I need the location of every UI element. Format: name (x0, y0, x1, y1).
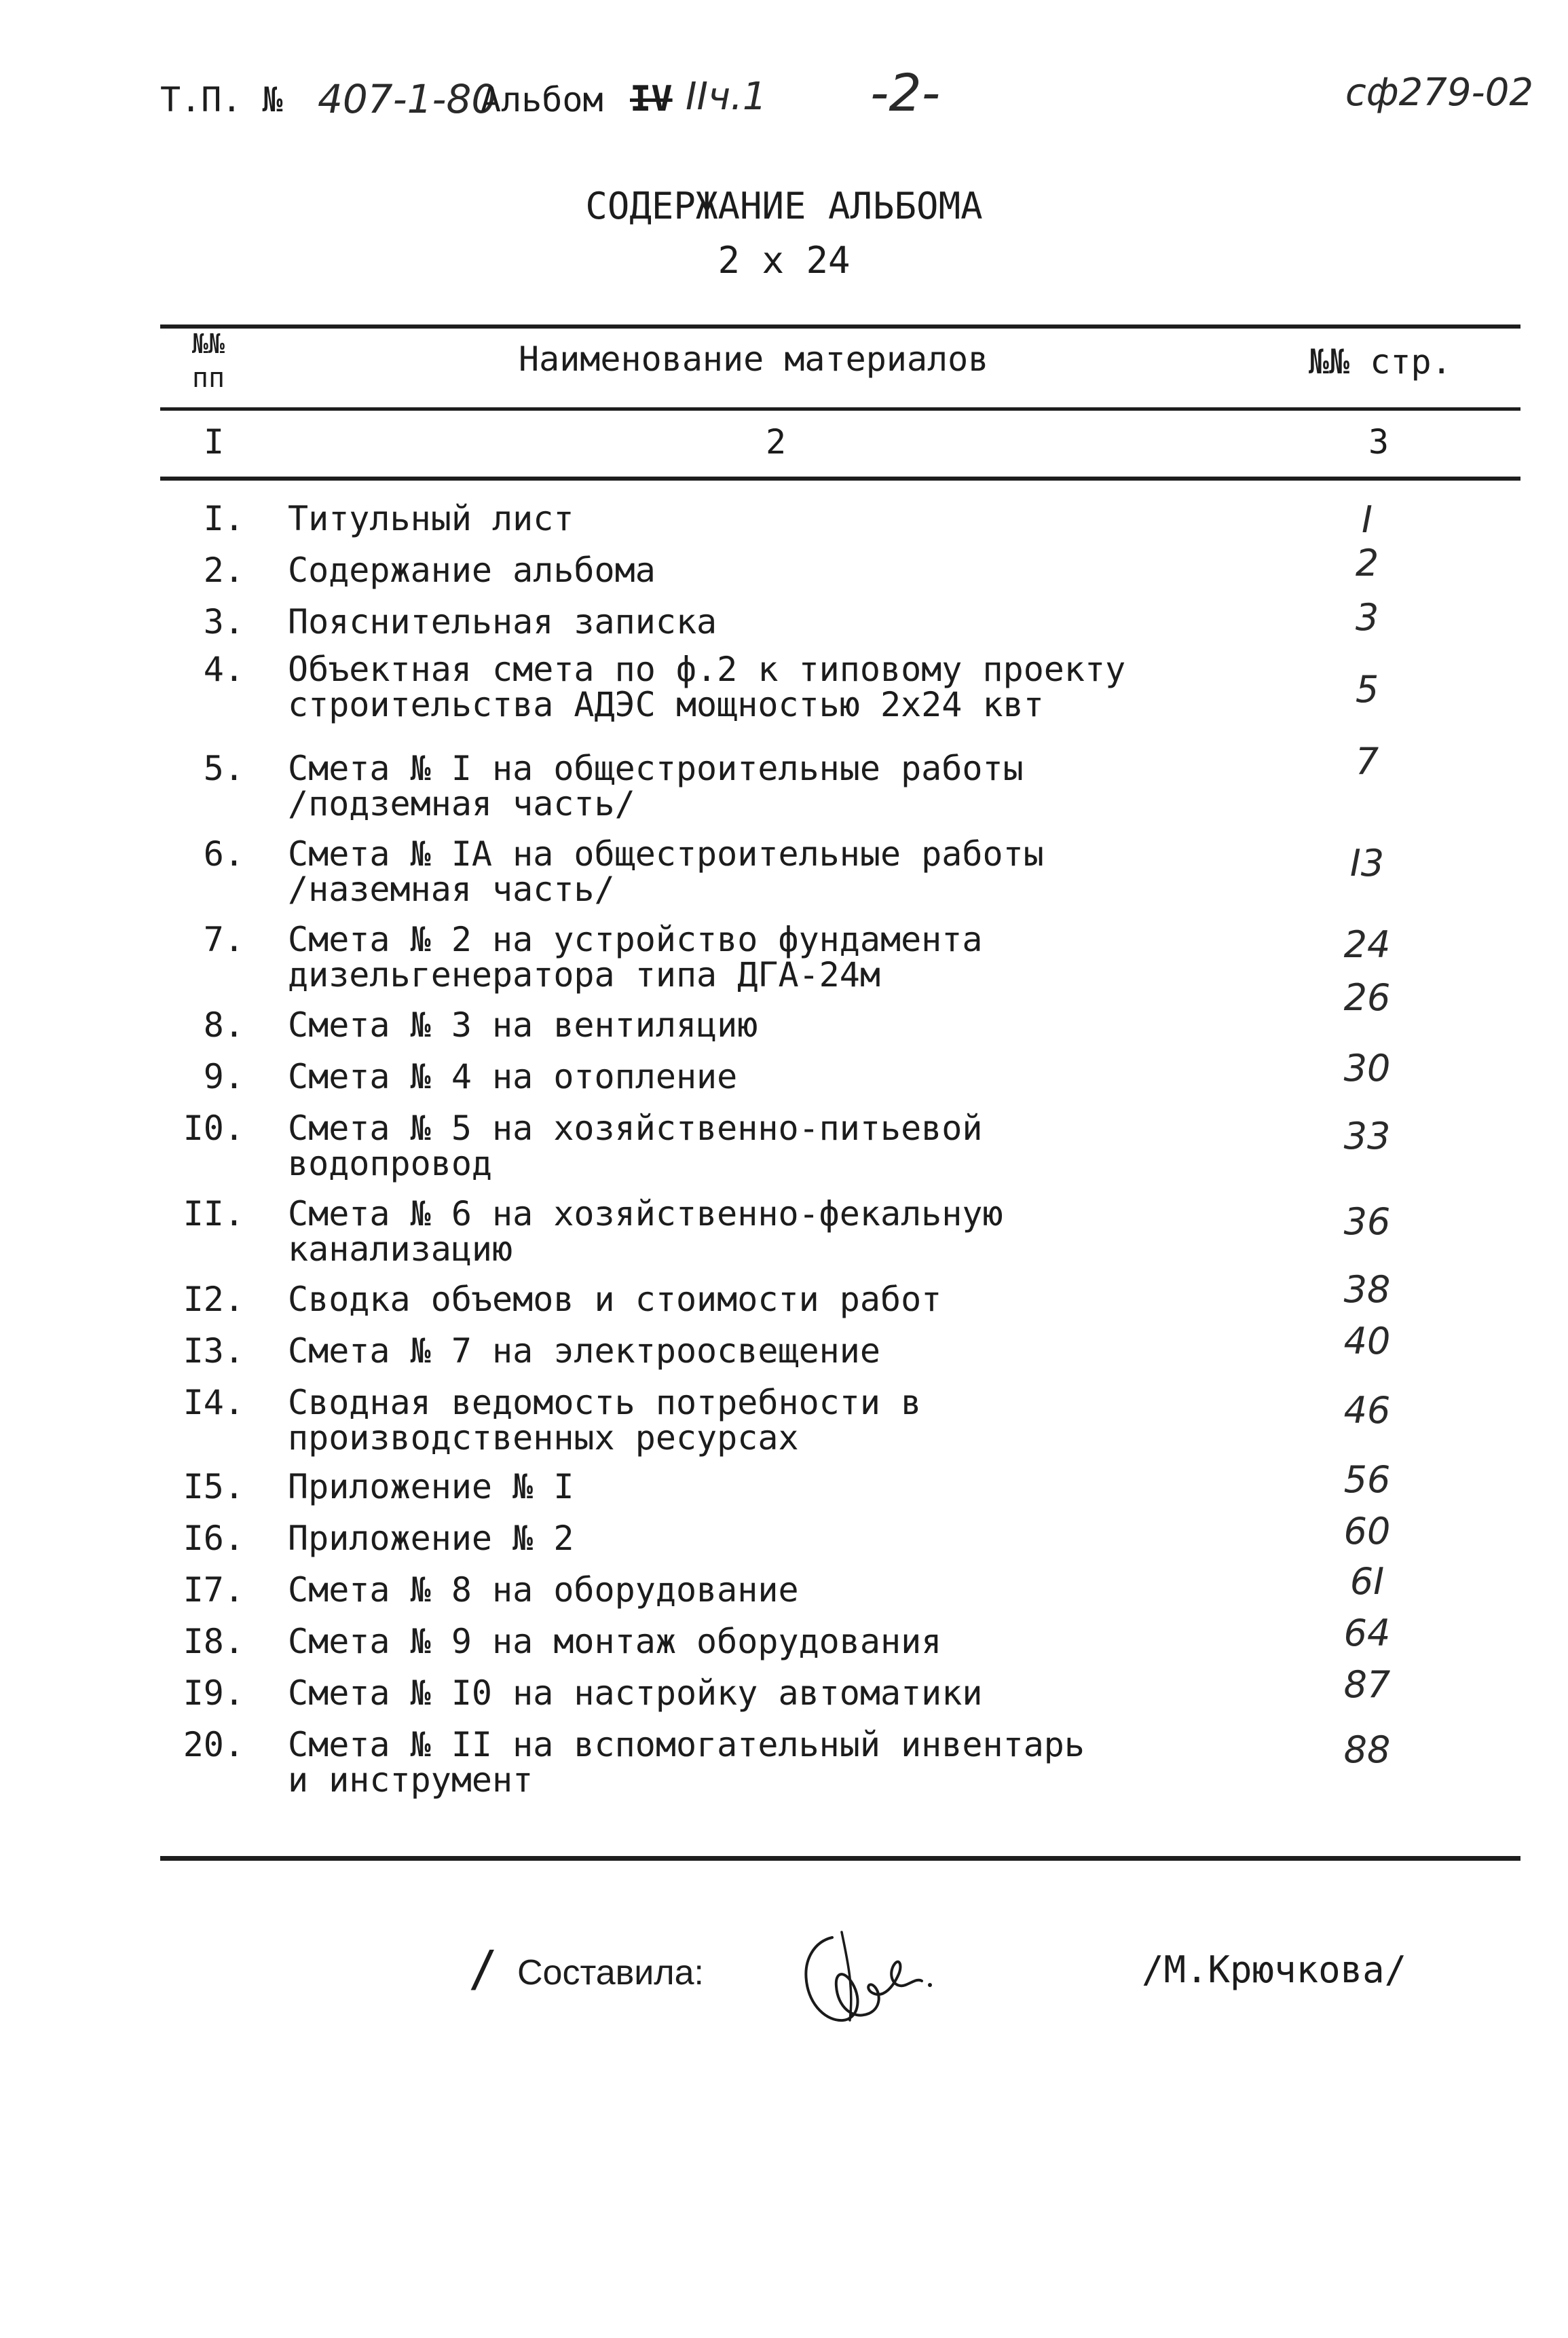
row-number: I4. (183, 1383, 244, 1422)
doc-code: сф279-02 (1345, 71, 1534, 115)
column-number-1: I (204, 422, 225, 462)
row-title: Титульный лист (288, 499, 574, 538)
row-title: Смета № 5 на хозяйственно-питьевой водопровод (288, 1109, 983, 1183)
row-number: 2. (203, 551, 244, 590)
row-title: Смета № I0 на настройку автоматики (288, 1673, 983, 1713)
header-name-cell: Наименование материалов (519, 339, 989, 379)
row-title: Смета № 9 на монтаж оборудования (288, 1622, 942, 1661)
row-page: 87 (1343, 1663, 1391, 1706)
signature-slash-mark: / (468, 1940, 498, 1997)
row-number: I7. (183, 1570, 244, 1610)
row-title: Объектная смета по ф.2 к типовому проекту строительства АДЭС мощностью 2х24 квт (288, 650, 1126, 724)
row-title: Приложение № I (288, 1467, 574, 1506)
row-page: 56 (1343, 1458, 1391, 1501)
row-number: I8. (183, 1622, 244, 1661)
row-page: 2 (1355, 542, 1379, 584)
table-bottom-rule (160, 1856, 1520, 1861)
row-page: 24 (1343, 923, 1391, 966)
row-number: I5. (183, 1467, 244, 1506)
row-page: 40 (1343, 1320, 1391, 1362)
handwritten-signature (779, 1918, 942, 2034)
table-top-rule (160, 324, 1520, 329)
row-number: II. (183, 1194, 244, 1233)
row-number: I3. (183, 1331, 244, 1371)
row-page: 88 (1343, 1728, 1391, 1771)
row-title: Смета № IА на общестроительные работы /наземная часть/ (288, 834, 1044, 909)
row-title: Содержание альбома (288, 551, 656, 590)
table-colnum-rule (160, 477, 1520, 481)
row-page: 30 (1343, 1047, 1391, 1090)
composed-by-label: Составила: (517, 1953, 705, 1992)
row-number: I0. (183, 1109, 244, 1148)
doc-number: 407-1-80 (318, 76, 497, 122)
row-number: 3. (203, 602, 244, 642)
album-part: IIч.1 (686, 75, 767, 119)
row-page: 7 (1355, 740, 1379, 783)
doc-prefix: Т.П. № (160, 80, 283, 119)
row-title: Смета № II на вспомогательный инвентарь и инструмент (288, 1725, 1085, 1800)
row-page: 36 (1343, 1200, 1391, 1243)
row-title: Смета № 4 на отопление (288, 1057, 738, 1096)
row-number: I9. (183, 1673, 244, 1713)
row-number: 5. (203, 749, 244, 788)
row-number: 9. (203, 1057, 244, 1096)
page-mark: -2- (870, 62, 941, 123)
row-page: 64 (1343, 1612, 1391, 1654)
column-number-2: 2 (766, 422, 787, 462)
table-header-rule (160, 407, 1520, 411)
row-page: 6I (1349, 1560, 1385, 1603)
row-page: 60 (1343, 1510, 1391, 1553)
row-number: I6. (183, 1519, 244, 1558)
row-number: I2. (183, 1280, 244, 1319)
album-label: Альбом (481, 80, 603, 119)
author-name: /М.Крючкова/ (1142, 1948, 1407, 1991)
row-number: 20. (183, 1725, 244, 1764)
row-number: 7. (203, 920, 244, 959)
row-number: 4. (203, 650, 244, 689)
row-title: Сводная ведомость потребности в производственных ресурсах (288, 1383, 922, 1458)
row-title: Смета № 6 на хозяйственно-фекальную канализацию (288, 1194, 1003, 1269)
row-title: Смета № 3 на вентиляцию (288, 1005, 758, 1045)
row-number: 8. (203, 1005, 244, 1045)
page-title: СОДЕРЖАНИЕ АЛЬБОМА (585, 185, 983, 227)
row-title: Смета № 8 на оборудование (288, 1570, 799, 1610)
row-title: Пояснительная записка (288, 602, 717, 642)
page-subtitle: 2 х 24 (717, 239, 851, 282)
row-page: I (1362, 498, 1373, 541)
row-number: 6. (203, 834, 244, 874)
row-title: Смета № I на общестроительные работы /подземная часть/ (288, 749, 1024, 823)
row-title: Приложение № 2 (288, 1519, 574, 1558)
row-title: Смета № 2 на устройство фундамента дизельгенератора типа ДГА-24м (288, 920, 983, 995)
row-number: I. (203, 499, 244, 538)
row-page: 5 (1355, 668, 1379, 711)
row-page: 46 (1343, 1389, 1391, 1432)
header-number-cell: №№ пп (191, 329, 225, 394)
album-volume: IV (630, 79, 673, 119)
column-number-3: 3 (1368, 422, 1389, 462)
row-page: 38 (1343, 1268, 1391, 1311)
row-page: 33 (1343, 1115, 1391, 1157)
row-page: 3 (1355, 596, 1379, 639)
row-page: 26 (1343, 976, 1391, 1019)
row-title: Сводка объемов и стоимости работ (288, 1280, 942, 1319)
row-page: I3 (1349, 842, 1385, 885)
row-title: Смета № 7 на электроосвещение (288, 1331, 880, 1371)
header-page-cell: №№ стр. (1309, 342, 1452, 382)
